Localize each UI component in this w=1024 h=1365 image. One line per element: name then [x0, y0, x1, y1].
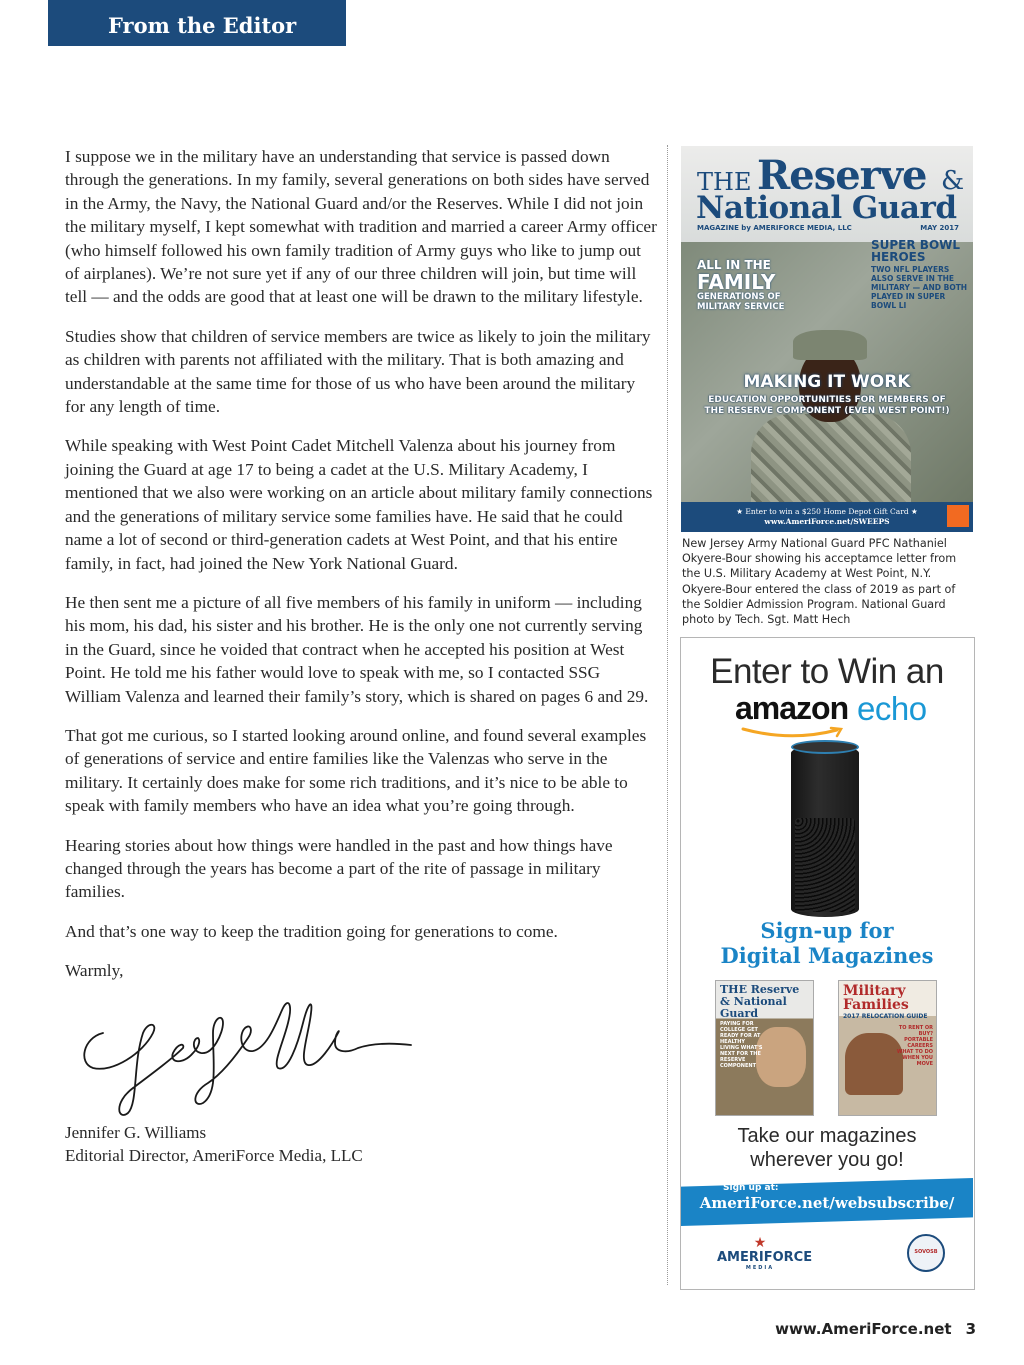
mini-cover-military-families [838, 980, 937, 1116]
section-header-tab [48, 0, 346, 46]
ad-take-l2: wherever you go! [750, 1149, 904, 1171]
cover-the: THE [697, 168, 752, 196]
paragraph-2: Studies show that children of service members are twice as likely to join the military as children with parents not affiliated with the military. That is both amazing and understandable at the same time for those of us who have been around the military for any length of time. [65, 326, 651, 417]
mini-cover-reserve [715, 980, 814, 1116]
ad-take-line [681, 1124, 973, 1172]
magazine-cover [681, 146, 973, 532]
cover-bar-url: www.AmeriForce.net/SWEEPS [764, 517, 890, 526]
ameriforce-logo-text: AMERIFORCE [717, 1250, 813, 1265]
handwritten-signature [73, 993, 413, 1121]
cover-left-l1: ALL IN THE [697, 258, 771, 272]
cover-right-r1: SUPER BOWL HEROES [871, 238, 961, 264]
amazon-smile-icon [741, 726, 845, 740]
echo-light-ring [791, 740, 859, 754]
ad-signup-l1: Sign-up for [760, 918, 894, 943]
ad-subscribe-link[interactable]: AmeriForce.net/websubscribe/ [699, 1194, 955, 1212]
ad-take-l1: Take our magazines [737, 1125, 917, 1147]
amazon-wordmark: amazon [735, 690, 849, 726]
page-footer [775, 1320, 976, 1338]
cover-national-guard: National Guard [696, 190, 957, 226]
cover-left-l3: GENERATIONS OF MILITARY SERVICE [697, 292, 785, 312]
cover-date: MAY 2017 [920, 224, 959, 232]
seal-text: SOVOSB [914, 1249, 938, 1255]
cover-magazine-line: MAGAZINE by AMERIFORCE MEDIA, LLC [697, 224, 852, 232]
sovosb-seal-icon [907, 1234, 945, 1272]
cover-education-line: EDUCATION OPPORTUNITIES FOR MEMBERS OF THE RESERVE COMPONENT (EVEN WEST POINT!) [704, 395, 950, 416]
photo-caption: New Jersey Army National Guard PFC Nathaniel Okyere-Bour showing his acceptamce letter from the U.S. Military Academy at West Point, N.Y. Okyere-Bour entered the class of 2019 as part of the Soldier Admission Program. National Guard photo by Tech. Sgt. Matt Hech [682, 537, 957, 627]
paragraph-6: Hearing stories about how things were handled in the past and how things have changed through the years has become a part of the rite of passage in military families. [65, 835, 613, 902]
mini-cover-reserve-title: THE Reserve & National Guard [720, 983, 800, 1020]
ad-enter-headline: Enter to Win an [710, 652, 944, 691]
mini-cover-families-guide: 2017 RELOCATION GUIDE [843, 1013, 928, 1020]
cover-making-it-work: MAKING IT WORK [743, 372, 911, 392]
mini-cover-reserve-sub: PAYING FOR COLLEGE GET READY FOR AT HEALTHY LIVING WHAT'S NEXT FOR THE RESERVE COMPONENT [720, 1021, 763, 1069]
soldier-cap [793, 330, 867, 360]
ad-signup-headline [681, 918, 973, 968]
footer-url: www.AmeriForce.net [775, 1320, 952, 1338]
page-number: 3 [965, 1320, 976, 1338]
cover-sweeps-bar [681, 502, 973, 532]
paragraph-3: While speaking with West Point Cadet Mitchell Valenza about his journey from joining the Guard at age 17 to being a cadet at the U.S. Military Academy, I mentioned that we also were working on an article about military family connections and the generations of military service some families have. He said that he could name a lot of second or third-generation cadets at West Point, and that his entire family, in fact, had joined the New York National Guard. [65, 436, 653, 573]
editor-letter [65, 145, 657, 1167]
mini-cover-families-title: Military Families [843, 983, 909, 1013]
paragraph-5: That got me curious, so I started looking around online, and found several examples of generations of service and entire families like the Valenzas who serve in the military. It certainly does make for some rich traditions, and it’s nice to be able to speak with family members who have an idea what you’re going through. [65, 725, 647, 816]
closing-salutation: Warmly, [65, 961, 124, 981]
cover-right-r2: TWO NFL PLAYERS ALSO SERVE IN THE MILITARY — AND BOTH PLAYED IN SUPER BOWL LI [871, 265, 968, 310]
paragraph-1: I suppose we in the military have an understanding that service is passed down through the generations. In my family, several generations on both sides have served in the Army, the Navy, the National Guard and/or the Reserves. While I did not join the military myself, I kept somewhat with tradition and married a career Army officer (who himself followed his own family tradition of Army guys who like to jump out of airplanes). We’re not sure yet if any of our three children will join, but time will tell — and the odds are good that at least one will be drawn to the military lifestyle. [65, 147, 657, 307]
mini-cover-families-sub: TO RENT OR BUY? PORTABLE CAREERS WHAT TO DO WHEN YOU MOVE [896, 1025, 933, 1067]
echo-wordmark: echo [857, 690, 927, 727]
column-divider [667, 145, 668, 1285]
signer-title: Editorial Director, AmeriForce Media, LLC [65, 1145, 363, 1165]
cover-ampersand: & [941, 166, 965, 196]
echo-grille [795, 818, 855, 912]
cover-left-headline [697, 258, 797, 312]
signer-name: Jennifer G. Williams [65, 1122, 207, 1142]
home-depot-logo-icon [947, 505, 969, 527]
ad-signup-at: Sign up at: [723, 1183, 779, 1193]
section-title: From the Editor [108, 13, 297, 38]
cover-right-headline [871, 239, 971, 310]
paragraph-7: And that’s one way to keep the tradition going for generations to come. [65, 921, 558, 941]
cover-bar-line1: ★ Enter to win a $250 Home Depot Gift Card ★ [736, 507, 918, 516]
cover-left-l2: FAMILY [697, 270, 776, 294]
ameriforce-logo-media: MEDIA [745, 1265, 775, 1271]
ameriforce-logo [717, 1235, 813, 1271]
logo-star-icon: ★ [753, 1235, 767, 1251]
amazon-echo-ad[interactable] [680, 637, 975, 1290]
cover-reserve: Reserve [757, 152, 927, 199]
ad-signup-l2: Digital Magazines [720, 943, 934, 968]
paragraph-4: He then sent me a picture of all five members of his family in uniform — including his mom, his dad, his sister and his brother. He is the only one not currently serving in the Guard, since he voided that contract when he accepted his position at West Point. He told me his father would love to speak with me, so I contacted SSG William Valenza and learned their family’s story, which is shared on pages 6 and 29. [65, 592, 649, 706]
